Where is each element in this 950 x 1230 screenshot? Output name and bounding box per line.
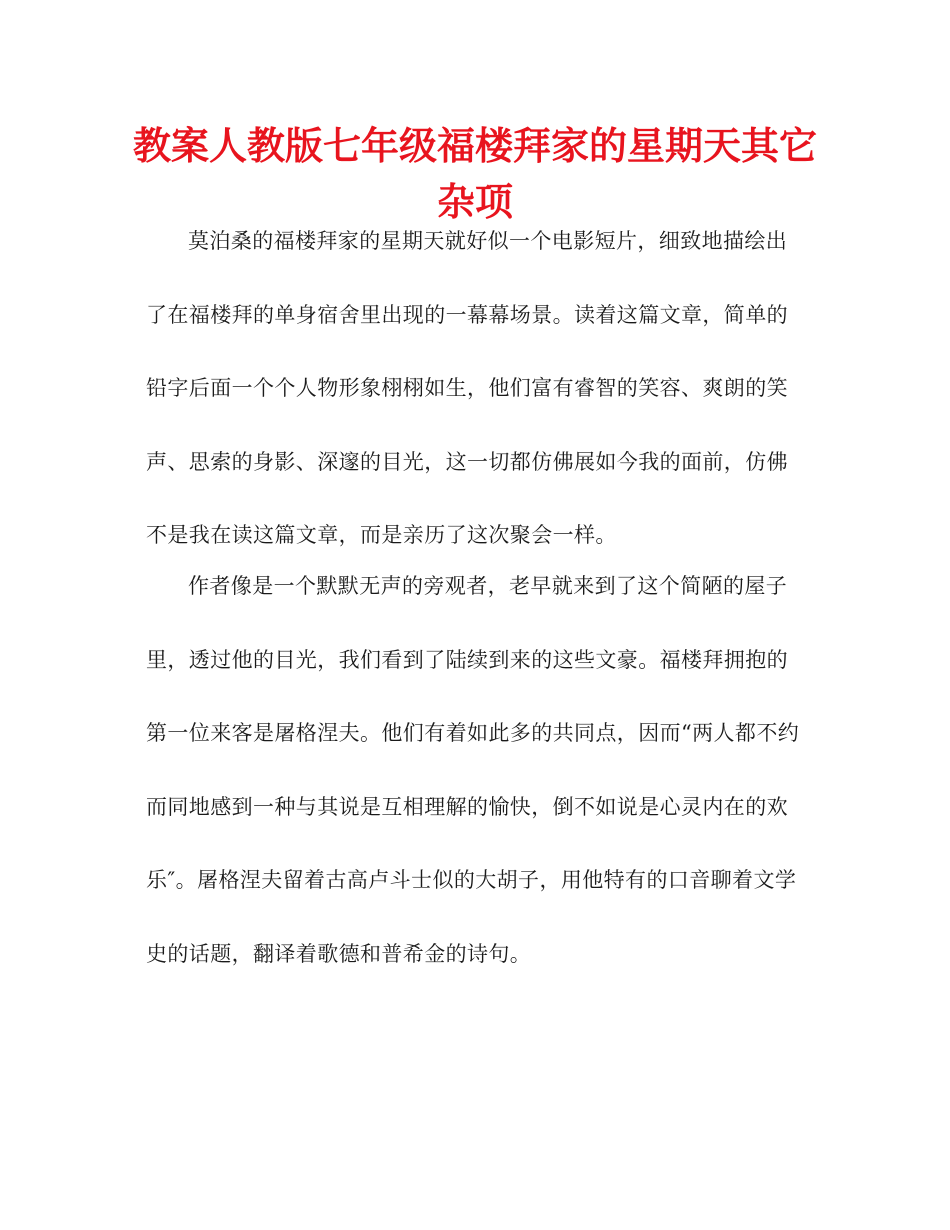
paragraph-2: 作者像是一个默默无声的旁观者，老早就来到了这个简陋的屋子里，透过他的目光，我们看到了陆续到来的这些文豪。福楼拜拥抱的第一位来客是屠格涅夫。他们有着如此多的共同点，因而“两人都不约而同地感到一种与其说是互相理解的愉快，倒不如说是心灵内在的欢乐″。屠格涅夫留着古高卢斗士似的大胡子，用他特有的口音聊着文学史的话题，翻译着歌德和普希金的诗句。 <box>146 574 800 966</box>
paragraph-1: 莫泊桑的福楼拜家的星期天就好似一个电影短片，细致地描绘出了在福楼拜的单身宿舍里出现的一幕幕场景。读着这篇文章，简单的铅字后面一个个人物形象栩栩如生，他们富有睿智的笑容、爽朗的笑声、思索的身影、深邃的目光，这一切都仿佛展如今我的面前，仿佛不是我在读这篇文章，而是亲历了这次聚会一样。 <box>146 229 788 547</box>
paragraph-2-block <box>146 550 806 991</box>
paragraph-1-block <box>146 205 806 573</box>
document-title: 教案人教版七年级福楼拜家的星期天其它杂项 <box>132 124 817 224</box>
